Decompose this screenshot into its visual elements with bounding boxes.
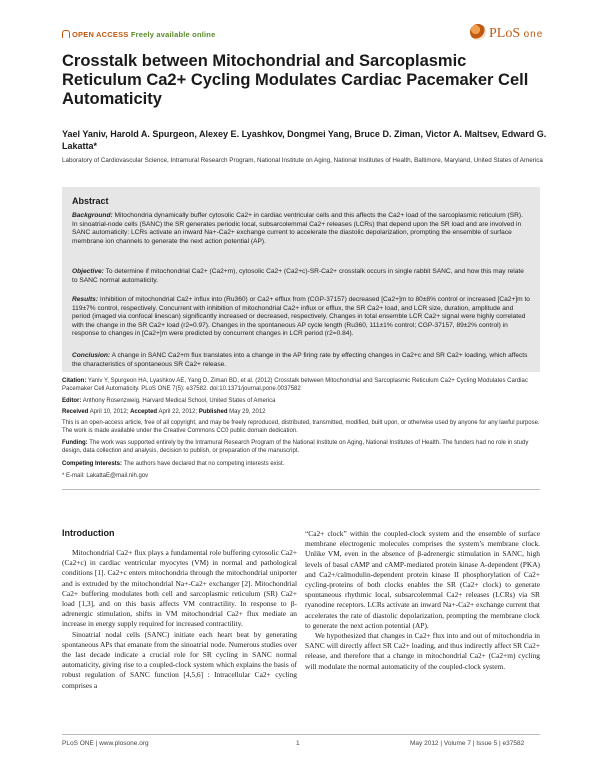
conclusion-label: Conclusion: bbox=[72, 352, 111, 359]
intro-left-column bbox=[62, 548, 297, 691]
funding bbox=[62, 440, 540, 456]
intro-right-paragraph-2: We hypothesized that changes in Ca2+ flux into and out of mitochondria in SANC will directly affect SR Ca2+ loading, and thus indirectly affect SR Ca2+ release, and therefore that a change in mitochondrial Ca2+ (Ca2+m) cycling will modulate the normal automaticity of the coupled-clock system. bbox=[305, 631, 540, 671]
footer-divider bbox=[62, 734, 540, 735]
citation-text: Yaniv Y, Spurgeon HA, Lyashkov AE, Yang D, Ziman BD, et al. (2012) Crosstalk between Mitochondrial and Sarcoplasmic Reticulum Ca2+ Cycling Modulates Cardiac Pacemaker Cell Automaticity. PLoS ONE 7(5): e37582. doi:10.1371/journal.pone.0037582 bbox=[62, 378, 528, 392]
freely-available-label: Freely available online bbox=[130, 30, 216, 39]
logo-plos-text: PLoS bbox=[489, 26, 521, 41]
page-number: 1 bbox=[296, 740, 300, 747]
objective-label: Objective: bbox=[72, 268, 104, 275]
background-text: Mitochondria dynamically buffer cytosolic Ca2+ in cardiac ventricular cells and this affects the Ca2+ load of the sarcoplasmic reticulum (SR). In sinoatrial-node cells (SANC) the SR generates periodic local, subsarcolemmal Ca2+ releases (LCRs) that depend upon the SR load and are involved in SANC automaticity: LCRs activate an inward Na+-Ca2+ exchange current to accelerate the diastolic depolarization, prompting the ensemble of surface membrane ion channels to generate the next action potential (AP). bbox=[72, 212, 523, 245]
open-access-label: OPEN ACCESS bbox=[72, 30, 129, 39]
published-date: May 29, 2012 bbox=[229, 409, 266, 415]
affiliation: Laboratory of Cardiovascular Science, Intramural Research Program, National Institute on Aging, National Institutes of Health, Baltimore, Maryland, United States of America bbox=[62, 157, 543, 164]
abstract-results bbox=[72, 296, 530, 339]
abstract-box bbox=[62, 187, 540, 372]
logo-one-text: one bbox=[523, 29, 544, 40]
open-access-banner bbox=[62, 30, 215, 39]
funding-label: Funding: bbox=[62, 440, 88, 446]
competing-interests bbox=[62, 461, 540, 469]
intro-right-paragraph-1: “Ca2+ clock” within the coupled-clock system and the ensemble of surface membrane electrogenic molecules comprises the system’s membrane clock. Unlike VM, even in the absence of β-adrenergic stimulation in SANC, high levels of basal cAMP and cAMP-mediated protein kinase A-dependent (PKA) and Ca2+/calmodulin-dependent protein kinase II phosphorylation of Ca2+ cycling-proteins of both clocks enables the SR (Ca2+ clock) to generate spontaneous rhythmic local, subsarcolemmal Ca2+ releases (LCRs) via SR ryanodine receptors. LCRs activate an inward Na+-Ca2+ exchange current that accelerates the rate of diastolic depolarization, prompting the membrane clock to generate the next action potential (AP). bbox=[305, 529, 540, 630]
citation bbox=[62, 378, 540, 394]
received-date: April 10, 2012; bbox=[89, 409, 129, 415]
received-label: Received bbox=[62, 409, 89, 415]
editor bbox=[62, 398, 540, 406]
corresponding-email[interactable]: * E-mail: LakattaE@mail.nih.gov bbox=[62, 473, 149, 479]
abstract-objective bbox=[72, 268, 530, 285]
citation-label: Citation: bbox=[62, 378, 87, 384]
intro-heading: Introduction bbox=[62, 528, 115, 538]
author-list: Yael Yaniv, Harold A. Spurgeon, Alexey E. Lyashkov, Dongmei Yang, Bruce D. Ziman, Victor A. Maltsev, Edward G. Lakatta* bbox=[62, 129, 547, 151]
intro-left-paragraph-2: Sinoatrial nodal cells (SANC) initiate each heart beat by generating spontaneous APs that emanate from the sinoatrial node. Numerous studies over the last decade indicate a crucial role for SR cycling in SANC normal automaticity, giving rise to a coupled-clock system which explains the basis of robust regulation of SANC function [4,5,6] : Intracellular Ca2+ cycling comprises a bbox=[62, 629, 297, 690]
accepted-date: April 22, 2012; bbox=[158, 409, 198, 415]
accepted-label: Accepted bbox=[130, 409, 158, 415]
intro-left-paragraph-1: Mitochondrial Ca2+ flux plays a fundamental role buffering cytosolic Ca2+ (Ca2+c) in cardiac ventricular myocytes (VM) in normal and pathological conditions [1]. Ca2+c enters mitochondria through the mitochondrial uniporter and is extruded by the mitochondrial Na+-Ca2+ exchanger [2]. Mitochondrial Ca2+ buffering modulates both cell and sarcoplasmic reticulum (SR) Ca2+ load [1,3], and on this basis affects VM contractility. In response to β-adrenergic stimulation, shifts in VM mitochondrial Ca2+ flux mediate an increase in energy supply required for increased contractility. bbox=[62, 548, 297, 629]
open-lock-icon bbox=[62, 30, 70, 38]
journal-logo bbox=[470, 24, 543, 42]
intro-right-column bbox=[305, 529, 540, 672]
conclusion-text: A change in SANC Ca2+m flux translates into a change in the AP firing rate by effecting changes in Ca2+c and SR Ca2+ loading, which affects the characteristics of spontaneous SR Ca2+ release. bbox=[72, 352, 528, 368]
plos-logo-icon bbox=[470, 24, 486, 40]
footer-issue: May 2012 | Volume 7 | Issue 5 | e37582 bbox=[410, 740, 525, 747]
license: This is an open-access article, free of all copyright, and may be freely reproduced, distributed, transmitted, modified, built upon, or otherwise used by anyone for any lawful purpose. The work is made available under the Creative Commons CC0 public domain dedication. bbox=[62, 420, 540, 434]
footer-journal[interactable]: PLoS ONE | www.plosone.org bbox=[62, 740, 149, 747]
background-label: Background: bbox=[72, 212, 113, 219]
abstract-heading: Abstract bbox=[72, 196, 109, 206]
competing-label: Competing Interests: bbox=[62, 461, 123, 467]
abstract-conclusion bbox=[72, 352, 530, 369]
abstract-background bbox=[72, 212, 530, 246]
objective-text: To determine if mitochondrial Ca2+ (Ca2+m), cytosolic Ca2+ (Ca2+c)-SR-Ca2+ crosstalk occurs in single rabbit SANC, and how this may relate to SANC normal automaticity. bbox=[72, 268, 524, 284]
editor-label: Editor: bbox=[62, 398, 82, 404]
editor-text: Anthony Rosenzweig, Harvard Medical School, United States of America bbox=[82, 398, 276, 404]
competing-text: The authors have declared that no competing interests exist. bbox=[123, 461, 285, 467]
results-label: Results: bbox=[72, 296, 99, 303]
published-label: Published bbox=[198, 409, 228, 415]
meta-divider bbox=[62, 489, 540, 490]
dates bbox=[62, 409, 540, 417]
article-title: Crosstalk between Mitochondrial and Sarcoplasmic Reticulum Ca2+ Cycling Modulates Cardiac Pacemaker Cell Automaticity bbox=[62, 52, 529, 108]
funding-text: The work was supported entirely by the Intramural Research Program of the National Institute on Aging, National Institutes of Health. The funders had no role in study design, data collection and analysis, decision to publish, or preparation of the manuscript. bbox=[62, 440, 529, 454]
results-text: Inhibition of mitochondrial Ca2+ influx into (Ru360) or Ca2+ efflux from (CGP-37157) decreased [Ca2+]m to 80±8% control or increased [Ca2+]m to 119±7% control, respectively. Concurrent with inhibition of mitochondrial Ca2+ influx or efflux, the SR Ca2+ load, and LCR size, duration, amplitude and period (imaged via confocal linescan) significantly increased or decreased, respectively. Changes in total ensemble LCR Ca2+ signal were highly correlated with the change in the SR Ca2+ load (r2=0.97). Changes in the spontaneous AP cycle length (Ru360, 111±1% control; CGP-37157, 89±2% control) in response to changes in [Ca2+]m were predicted by concurrent changes in LCR period (r2=0.84). bbox=[72, 296, 530, 338]
